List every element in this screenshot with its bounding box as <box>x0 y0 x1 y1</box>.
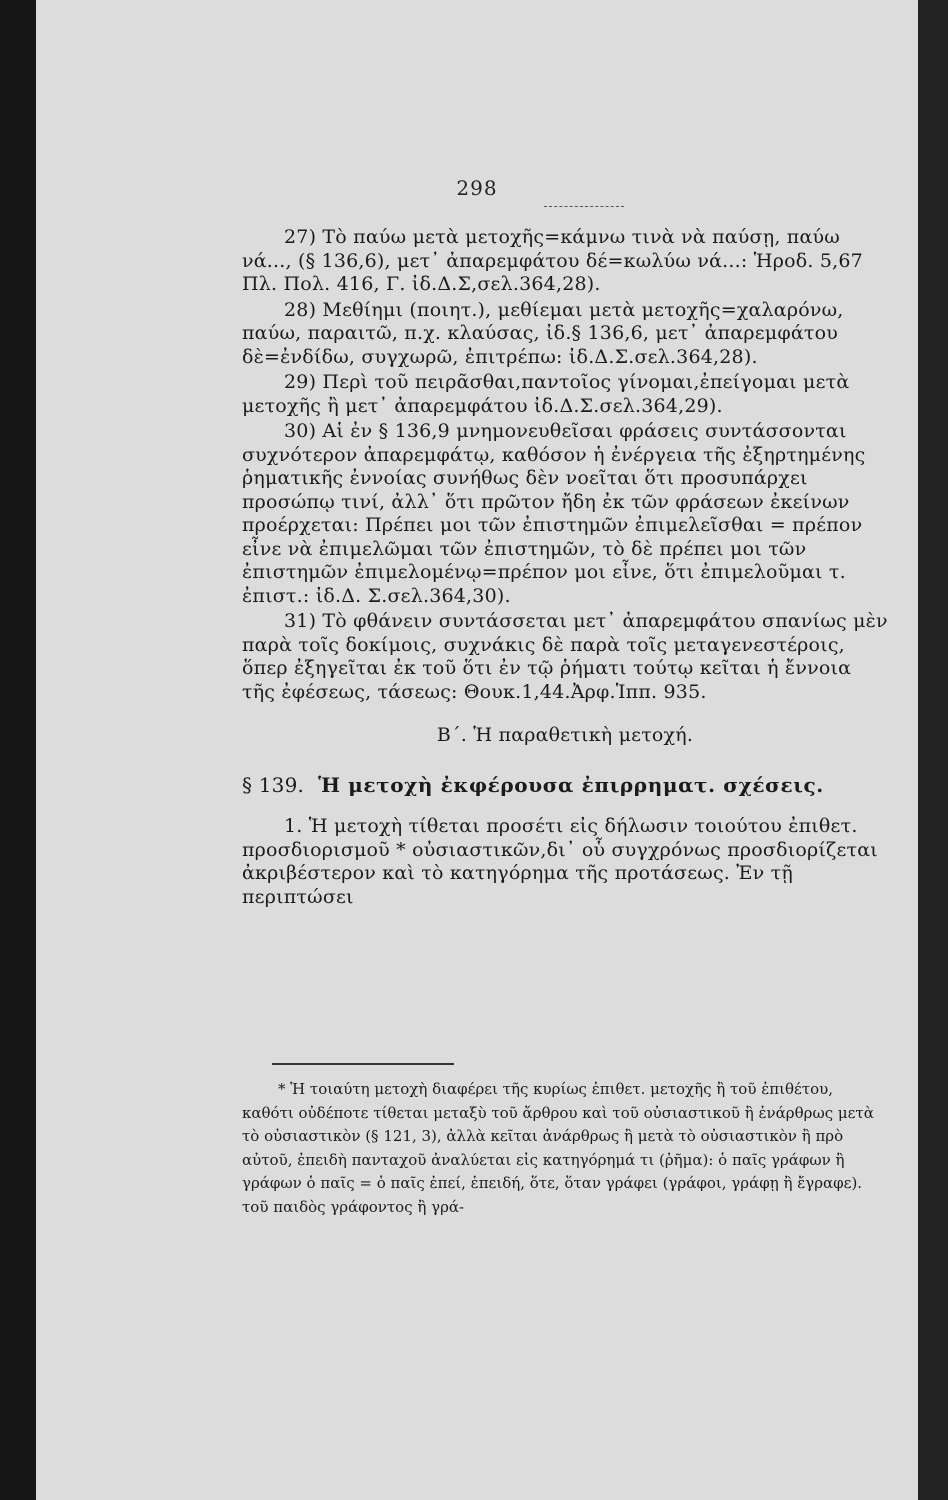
paragraph-28: 28) Μεθίημι (ποιητ.), μεθίεμαι μετὰ μετοχῆς=χαλαρόνω, παύω, παραιτῶ, π.χ. κλαύσας, ἰδ.§ 136,6, μετ᾽ ἀπαρεμφάτου δὲ=ἐνδίδω, συγχωρῶ, ἐπιτρέπω: ἰδ.Δ.Σ.σελ.364,28). <box>242 298 844 368</box>
section-title-line <box>242 774 888 798</box>
page-number-ornament <box>544 202 624 207</box>
section-heading: Β΄. Ἡ παραθετικὴ μετοχή. <box>436 724 694 746</box>
footnote-rule <box>272 1063 454 1065</box>
paragraph-27: 27) Τὸ παύω μετὰ μετοχῆς=κάμνω τινὰ νὰ παύσῃ, παύω νά..., (§ 136,6), μετ᾽ ἀπαρεμφάτου δέ=κωλύω νά...: Ἡροδ. 5,67 Πλ. Πολ. 416, Γ. ἰδ.Δ.Σ,σελ.364,28). <box>242 226 863 295</box>
scan-left-margin <box>0 0 36 1500</box>
paragraph-1: 1. Ἡ μετοχὴ τίθεται προσέτι εἰς δήλωσιν τοιούτου ἐπιθετ. προσδιορισμοῦ * οὐσιαστικῶν,δι᾽ οὗ συγχρόνως προσδιορίζεται ἀκριβέστερον καὶ τὸ κατηγόρημα τῆς προτάσεως. Ἐν τῇ περιπτώσει <box>242 815 878 908</box>
section-number: § 139. <box>242 772 305 797</box>
main-text <box>242 226 888 909</box>
paragraph-29: 29) Περὶ τοῦ πειρᾶσθαι,παντοῖος γίνομαι,ἐπείγομαι μετὰ μετοχῆς ἢ μετ᾽ ἀπαρεμφάτου ἰδ.Δ.Σ.σελ.364,29). <box>242 371 850 417</box>
footnotes <box>242 1078 888 1219</box>
footnote: * Ἡ τοιαύτη μετοχὴ διαφέρει τῆς κυρίως ἐπιθετ. μετοχῆς ἢ τοῦ ἐπιθέτου, καθότι οὐδέποτε τίθεται μεταξὺ τοῦ ἄρθρου καὶ τοῦ οὐσιαστικοῦ ἢ ἐνάρθρως μετὰ τὸ οὐσιαστικὸν (§ 121, 3), ἀλλὰ κεῖται ἀνάρθρως ἢ μετὰ τὸ οὐσιαστικὸν ἢ πρὸ αὐτοῦ, ἐπειδὴ πανταχοῦ ἀναλύεται εἰς κατηγόρημά τι (ῥῆμα): ὁ παῖς γράφων ἢ γράφων ὁ παῖς = ὁ παῖς ἐπεί, ἐπειδή, ὅτε, ὅταν γράφει (γράφοι, γράφῃ ἢ ἔγραφε). τοῦ παιδὸς γράφοντος ἢ γρά- <box>242 1080 874 1216</box>
scan-right-margin <box>918 0 948 1500</box>
section-title: Ἡ μετοχὴ ἐκφέρουσα ἐπιρρηματ. σχέσεις. <box>318 772 824 797</box>
page-number: 298 <box>456 176 498 200</box>
paragraph-30: 30) Αἱ ἐν § 136,9 μνημονευθεῖσαι φράσεις συντάσσονται συχνότερον ἀπαρεμφάτῳ, καθόσον ἡ ἐνέργεια τῆς ἐξηρτημένης ῥηματικῆς ἐννοίας συνήθως δὲν νοεῖται ὅτι προσυπάρχει προσώπῳ τινί, ἀλλ᾽ ὅτι πρῶτον ἤδη ἐκ τῶν φράσεων ἐκείνων προέρχεται: Πρέπει μοι τῶν ἐπιστημῶν ἐπιμελεῖσθαι = πρέπον εἶνε νὰ ἐπιμελῶμαι τῶν ἐπιστημῶν, τὸ δὲ πρέπει μοι τῶν ἐπιστημῶν ἐπιμελομένῳ=πρέπον μοι εἶνε, ὅτι ἐπιμελοῦμαι τ. ἐπιστ.: ἰδ.Δ. Σ.σελ.364,30). <box>242 420 866 607</box>
paragraph-31: 31) Τὸ φθάνειν συντάσσεται μετ᾽ ἀπαρεμφάτου σπανίως μὲν παρὰ τοῖς δοκίμοις, συχνάκις δὲ παρὰ τοῖς μεταγενεστέροις, ὅπερ ἐξηγεῖται ἐκ τοῦ ὅτι ἐν τῷ ῥήματι τούτῳ κεῖται ἡ ἔννοια τῆς ἐφέσεως, τάσεως: Θουκ.1,44.Ἀρφ.Ἱππ. 935. <box>242 610 888 703</box>
book-page <box>36 0 918 1500</box>
